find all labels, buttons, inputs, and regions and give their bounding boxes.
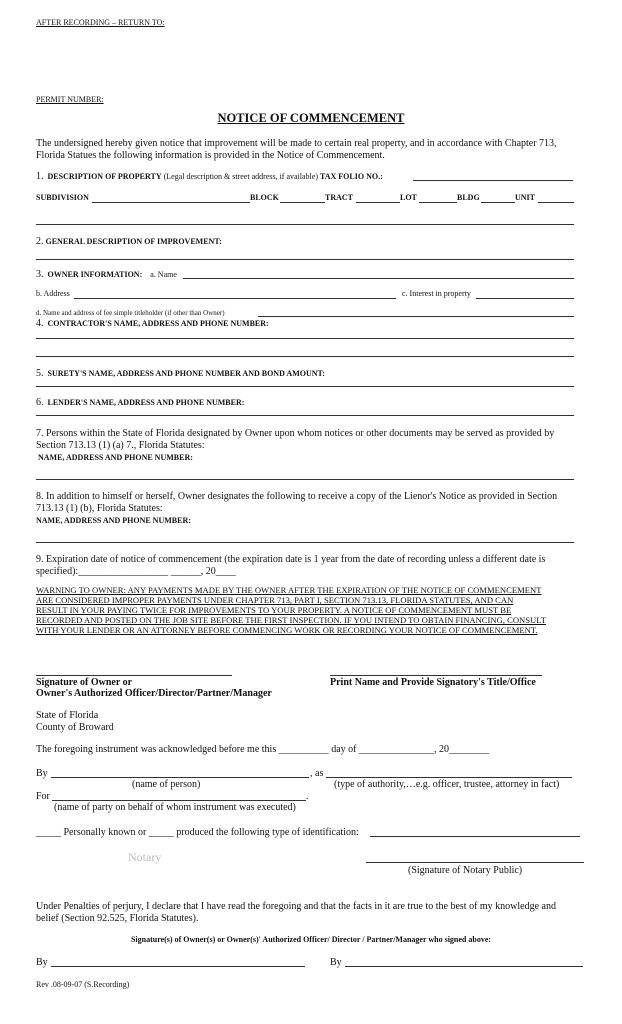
surety-line[interactable]: [36, 386, 574, 387]
contractor-line-2[interactable]: [36, 356, 574, 357]
section-6-label: LENDER'S NAME, ADDRESS AND PHONE NUMBER:: [47, 398, 245, 407]
subdivision-field[interactable]: [92, 202, 250, 203]
section-1-paren: (Legal description & street address, if available): [163, 172, 318, 181]
page-title: NOTICE OF COMMENCEMENT: [217, 111, 405, 125]
intro-line-2: Florida Statues the following information is provided in the Notice of Commencement.: [36, 150, 385, 161]
owner-signature-label-1: Signature of Owner or: [36, 677, 133, 688]
tax-folio-field[interactable]: [413, 180, 573, 181]
tract-field[interactable]: [356, 202, 400, 203]
section-7-line-1: 7. Persons within the State of Florida designated by Owner upon whom notices or other documents may be served as provided by: [36, 428, 555, 439]
acknowledged-line: The foregoing instrument was acknowledged before me this __________ day of _______________, 20________: [36, 744, 489, 755]
section-5-heading: [36, 368, 325, 379]
section-8-line-2: 713.13 (1) (b), Florida Statutes:: [36, 503, 163, 514]
section-3-label: OWNER INFORMATION:: [47, 270, 143, 279]
tax-folio-label: TAX FOLIO NO.:: [320, 172, 383, 181]
interest-field[interactable]: [476, 298, 574, 299]
bldg-label: BLDG: [457, 193, 480, 202]
section-9-line-1: 9. Expiration date of notice of commencement (the expiration date is 1 year from the date of recording unless a different date is: [36, 554, 546, 565]
warning-line: WARNING TO OWNER: ANY PAYMENTS MADE BY THE OWNER AFTER THE EXPIRATION OF THE NOTICE OF COMMENCEMENT: [36, 585, 542, 595]
for-label: For: [36, 791, 50, 802]
for-period: .: [306, 791, 309, 802]
improvement-description-line[interactable]: [36, 259, 574, 260]
section-8-line-1: 8. In addition to himself or herself, Owner designates the following to receive a copy of the Lienor's Notice as provided in Section: [36, 491, 558, 502]
tract-label: TRACT: [325, 193, 354, 202]
section-7-label: NAME, ADDRESS AND PHONE NUMBER:: [38, 453, 193, 462]
warning-block: [36, 585, 546, 635]
intro-line-1: The undersigned hereby given notice that improvement will be made to certain real property, and in accordance with Chapter 713,: [36, 138, 557, 149]
titleholder-field[interactable]: [258, 316, 574, 317]
section-5-label: SURETY'S NAME, ADDRESS AND PHONE NUMBER AND BOND AMOUNT:: [47, 369, 325, 378]
block-label: BLOCK: [250, 193, 279, 202]
by-owner-1-field[interactable]: [51, 966, 305, 967]
warning-line: ARE CONSIDERED IMPROPER PAYMENTS UNDER CHAPTER 713, PART I, SECTION 713.13, FLORIDA STATUTES, AND CAN: [36, 595, 514, 605]
warning-line: RESULT IN YOUR PAYING TWICE FOR IMPROVEMENTS TO YOUR PROPERTY. A NOTICE OF COMMENCEMENT MUST BE: [36, 605, 512, 615]
county-label: County of Broward: [36, 722, 114, 733]
contractor-line-1[interactable]: [36, 338, 574, 339]
section-5-number: 5.: [36, 368, 44, 379]
section-4-label: CONTRACTOR'S NAME, ADDRESS AND PHONE NUMBER:: [47, 319, 269, 328]
by-owner-2-field[interactable]: [345, 966, 583, 967]
section-1-heading: [36, 171, 383, 182]
state-label: State of Florida: [36, 710, 99, 721]
owner-signatures-heading: Signature(s) of Owner(s) or Owner(s)' Authorized Officer/ Director / Partner/Manager who signed above:: [130, 935, 492, 944]
by-owner-1-label: By: [36, 957, 48, 968]
notary-signature-caption: (Signature of Notary Public): [408, 865, 523, 876]
notary-signature-line[interactable]: [366, 862, 584, 863]
type-of-authority-caption: (type of authority,…e.g. officer, trustee, attorney in fact): [334, 779, 560, 790]
warning-line: RECORDED AND POSTED ON THE JOB SITE BEFORE THE FIRST INSPECTION. IF YOU INTEND TO OBTAIN FINANCING, CONSULT: [36, 615, 546, 625]
lienor-copy-line[interactable]: [36, 542, 574, 543]
notary-stamp-area: Notary: [128, 850, 162, 864]
owner-address-field[interactable]: [74, 298, 396, 299]
lender-line[interactable]: [36, 415, 574, 416]
section-2-heading: [36, 236, 222, 247]
section-3-heading: [36, 269, 177, 280]
designee-line[interactable]: [36, 479, 574, 480]
section-8-label: NAME, ADDRESS AND PHONE NUMBER:: [36, 516, 191, 525]
owner-signature-label-2: Owner's Authorized Officer/Director/Partner/Manager: [36, 688, 272, 699]
for-party-field[interactable]: [52, 800, 306, 801]
print-name-line[interactable]: [330, 675, 542, 676]
owner-signature-line[interactable]: [36, 675, 232, 676]
lot-label: LOT: [400, 193, 417, 202]
identification-line: _____ Personally known or _____ produced the following type of identification:: [36, 827, 359, 838]
section-1-label: DESCRIPTION OF PROPERTY: [47, 172, 162, 181]
block-field[interactable]: [280, 202, 325, 203]
property-description-line[interactable]: [36, 224, 574, 225]
by-owner-2-label: By: [330, 957, 342, 968]
authority-field[interactable]: [326, 777, 572, 778]
section-9-line-2: specified):__________________ ______, 20____: [36, 566, 236, 577]
owner-name-field[interactable]: [183, 278, 574, 279]
section-4-heading: [36, 318, 269, 329]
by-person-field[interactable]: [51, 777, 309, 778]
section-6-number: 6.: [36, 397, 44, 408]
revision-footer: Rev .08-09-07 (S.Recording): [36, 980, 130, 989]
name-of-person-caption: (name of person): [132, 779, 201, 790]
interest-label: c. Interest in property: [402, 289, 471, 298]
unit-label: UNIT: [515, 193, 536, 202]
after-recording-label: AFTER RECORDING – RETURN TO:: [36, 18, 165, 27]
section-7-line-2: Section 713.13 (1) (a) 7., Florida Statutes:: [36, 440, 205, 451]
section-6-heading: [36, 397, 244, 408]
owner-address-label: b. Address: [36, 289, 70, 298]
permit-number-label: PERMIT NUMBER:: [36, 95, 104, 104]
by-label: By: [36, 768, 48, 779]
owner-name-label: a. Name: [150, 270, 177, 279]
print-name-label: Print Name and Provide Signatory's Title/Office: [330, 677, 536, 688]
titleholder-label: d. Name and address of fee simple titleholder (if other than Owner): [36, 309, 225, 317]
party-caption: (name of party on behalf of whom instrument was executed): [54, 802, 296, 813]
bldg-field[interactable]: [481, 202, 515, 203]
perjury-line-1: Under Penalties of perjury, I declare that I have read the foregoing and that the facts in it are true to the best of my knowledge and: [36, 901, 556, 912]
lot-field[interactable]: [419, 202, 457, 203]
perjury-line-2: belief (Section 92.525, Florida Statutes).: [36, 913, 199, 924]
subdivision-label: SUBDIVISION: [36, 193, 89, 202]
warning-line: WITH YOUR LENDER OR AN ATTORNEY BEFORE COMMENCING WORK OR RECORDING YOUR NOTICE OF COMMENCEMENT.: [36, 625, 538, 635]
section-3-number: 3.: [36, 269, 44, 280]
identification-field[interactable]: [370, 836, 580, 837]
section-4-number: 4.: [36, 318, 44, 329]
section-2-number: 2.: [36, 236, 44, 247]
section-1-number: 1.: [36, 171, 44, 182]
as-label: , as: [310, 768, 324, 779]
section-2-label: GENERAL DESCRIPTION OF IMPROVEMENT:: [45, 237, 222, 246]
unit-field[interactable]: [538, 202, 574, 203]
